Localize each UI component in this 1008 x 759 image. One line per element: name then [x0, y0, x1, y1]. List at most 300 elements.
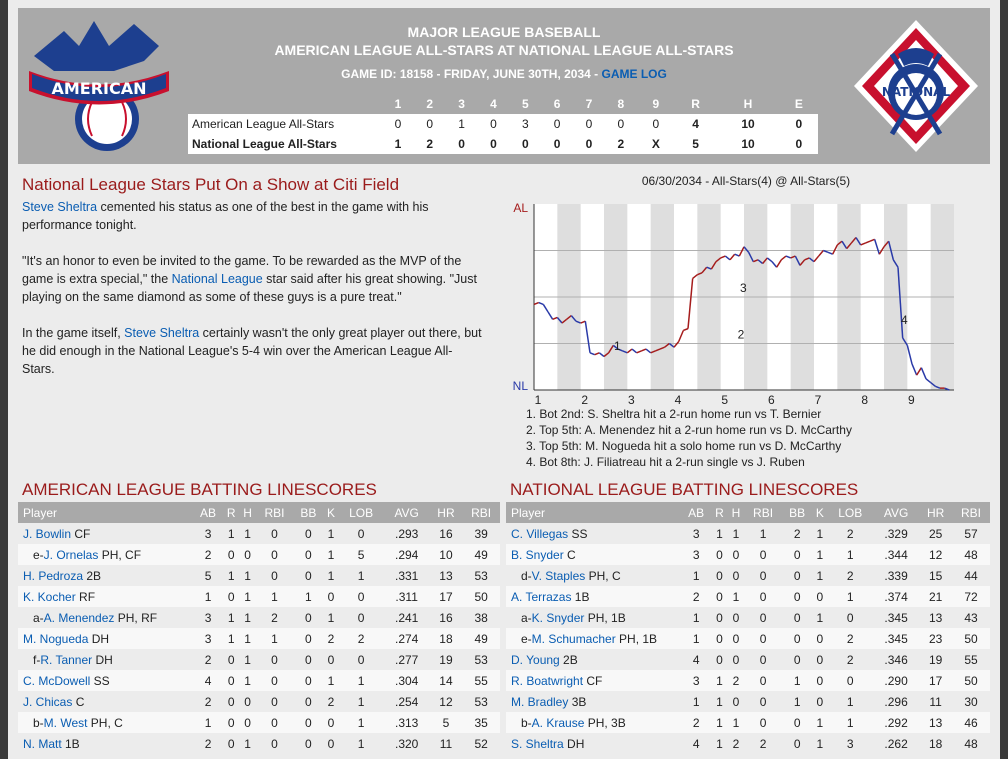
- stat-cell: 1: [692, 568, 700, 583]
- inning-tick-label: 1: [534, 393, 542, 407]
- stat-cell: 2: [732, 736, 740, 751]
- stat-cell: 0: [816, 652, 824, 667]
- stat-cell: 1: [812, 544, 827, 565]
- player-link[interactable]: A. Terrazas: [511, 589, 572, 604]
- player-link-sheltra[interactable]: Steve Sheltra: [124, 326, 200, 340]
- player-cell: [506, 712, 681, 733]
- stat-cell: 0: [305, 526, 312, 541]
- batting-row: [506, 565, 990, 586]
- batting-row: [506, 607, 990, 628]
- batting-header-col[interactable]: Player: [18, 502, 193, 523]
- game-log-link[interactable]: GAME LOG: [601, 67, 667, 81]
- player-position: RF: [75, 589, 96, 604]
- batting-header-col[interactable]: HR: [430, 502, 463, 523]
- player-link[interactable]: C. Villegas: [511, 526, 569, 541]
- stat-cell: 18: [430, 628, 463, 649]
- batting-header-col[interactable]: LOB: [827, 502, 872, 523]
- stat-cell: 0: [759, 694, 767, 709]
- scoring-event: 2. Top 5th: A. Menendez hit a 2-run home run vs D. McCarthy: [526, 423, 852, 437]
- stat-cell: 0: [732, 568, 740, 583]
- batting-row: [18, 649, 500, 670]
- stat-cell: 3: [193, 628, 223, 649]
- matchup-title: AMERICAN LEAGUE ALL-STARS AT NATIONAL LEAGUE ALL-STARS: [274, 42, 734, 58]
- player-link[interactable]: V. Staples: [531, 568, 586, 583]
- stat-cell: 1: [239, 628, 255, 649]
- inning-runs: 0: [541, 134, 573, 154]
- batting-header-col[interactable]: AB: [681, 502, 711, 523]
- batting-header-col[interactable]: R: [711, 502, 727, 523]
- player-link[interactable]: R. Boatwright: [511, 673, 584, 688]
- sub-prefix: e-: [521, 631, 532, 646]
- stat-cell: .339: [884, 568, 908, 583]
- player-cell: [506, 565, 681, 586]
- stat-cell: .311: [384, 586, 430, 607]
- total-hits: 10: [716, 134, 780, 154]
- player-position: PH, 1B: [615, 631, 658, 646]
- batting-row: [18, 544, 500, 565]
- inning-tick-label: 9: [907, 393, 915, 407]
- stat-cell: 15: [928, 568, 943, 583]
- stat-cell: 0: [711, 586, 727, 607]
- event-marker: 2: [737, 327, 745, 342]
- stat-cell: 0: [744, 544, 782, 565]
- story-headline: National League Stars Put On a Show at Citi Field: [22, 175, 400, 194]
- stat-cell: 1: [244, 736, 251, 751]
- stat-cell: 53: [474, 568, 488, 583]
- inning-tick-label: 2: [581, 393, 589, 407]
- stat-cell: 0: [271, 694, 278, 709]
- stat-cell: 0: [759, 568, 767, 583]
- stat-cell: 0: [744, 670, 782, 691]
- player-cell: [506, 586, 681, 607]
- stat-cell: 16: [439, 610, 453, 625]
- batting-header-col[interactable]: K: [323, 502, 338, 523]
- sub-prefix: b-: [33, 715, 44, 730]
- inning-runs: 0: [382, 114, 414, 134]
- linescore-team-name: American League All-Stars: [188, 114, 382, 134]
- story-paragraph-2: [22, 252, 482, 306]
- player-position: CF: [583, 673, 603, 688]
- stat-cell: .262: [884, 736, 908, 751]
- stat-cell: 1: [256, 628, 294, 649]
- player-cell: [506, 544, 681, 565]
- stat-cell: 48: [964, 736, 978, 751]
- stat-cell: 2: [193, 544, 223, 565]
- linescore-header-col: 4: [490, 97, 497, 111]
- batting-header-col[interactable]: K: [812, 502, 827, 523]
- stat-cell: 1: [692, 610, 700, 625]
- stat-cell: .329: [884, 526, 908, 541]
- player-position: PH, 1B: [584, 610, 626, 625]
- player-position: 2B: [559, 652, 578, 667]
- inning-tick-label: 6: [767, 393, 775, 407]
- stat-cell: 0: [744, 712, 782, 733]
- sub-prefix: e-: [33, 547, 44, 562]
- stat-cell: .254: [394, 694, 419, 709]
- stat-cell: 0: [256, 544, 294, 565]
- nl-batting-table: [506, 502, 990, 754]
- inning-runs: 0: [446, 134, 478, 154]
- stat-cell: 1: [327, 610, 335, 625]
- stat-cell: .294: [384, 544, 430, 565]
- stat-cell: 2: [759, 736, 767, 751]
- stat-cell: 0: [293, 670, 323, 691]
- stat-cell: 1: [227, 610, 235, 625]
- batting-header-row: [18, 502, 500, 523]
- stat-cell: 25: [928, 526, 943, 541]
- batting-header-row: [506, 502, 990, 523]
- linescore-header-team: [188, 94, 382, 114]
- player-cell: [18, 649, 193, 670]
- batting-row: [18, 586, 500, 607]
- stat-cell: 4: [692, 652, 700, 667]
- stat-cell: 0: [716, 610, 723, 625]
- batting-header-col[interactable]: AB: [193, 502, 223, 523]
- stat-cell: 0: [223, 712, 239, 733]
- player-link[interactable]: A. Menendez: [43, 610, 115, 625]
- stat-cell: 1: [728, 712, 744, 733]
- player-cell: [506, 523, 681, 544]
- inning-tick-label: 7: [814, 393, 822, 407]
- player-cell: [506, 691, 681, 712]
- inning-runs: 0: [478, 114, 510, 134]
- stat-cell: 1: [816, 568, 824, 583]
- stat-cell: 14: [430, 670, 463, 691]
- player-link[interactable]: D. Young: [511, 652, 560, 667]
- axis-label-al: AL: [513, 201, 528, 215]
- stat-cell: 0: [305, 610, 312, 625]
- stat-cell: 1: [244, 568, 251, 583]
- stat-cell: 1: [227, 526, 235, 541]
- stat-cell: 1: [339, 670, 384, 691]
- stat-cell: 0: [293, 544, 323, 565]
- stat-cell: .290: [873, 670, 919, 691]
- stat-cell: 1: [193, 712, 223, 733]
- linescore-header-col: 5: [521, 97, 529, 111]
- linescore-header-col: R: [691, 97, 700, 111]
- stat-cell: 3: [204, 526, 212, 541]
- stat-cell: 3: [846, 736, 854, 751]
- inning-tick-label: 3: [627, 393, 635, 407]
- al-batting-table: [18, 502, 500, 754]
- event-marker: 1: [614, 338, 621, 353]
- game-info: [18, 67, 990, 81]
- stat-cell: 3: [681, 670, 711, 691]
- player-position: DH: [88, 631, 110, 646]
- stat-cell: 0: [339, 586, 384, 607]
- stat-cell: 12: [439, 694, 453, 709]
- stat-cell: 0: [305, 694, 312, 709]
- stat-cell: 0: [711, 544, 727, 565]
- stat-cell: 1: [711, 712, 727, 733]
- stat-cell: 1: [846, 694, 854, 709]
- stat-cell: 0: [271, 526, 278, 541]
- nl-batting-title: NATIONAL LEAGUE BATTING LINESCORES: [510, 480, 859, 499]
- batting-row: [506, 670, 990, 691]
- linescore-header-col: 7: [585, 97, 593, 111]
- batting-header-col[interactable]: RBI: [744, 502, 782, 523]
- linescore-header-col: 1: [394, 97, 402, 111]
- scoring-event: 3. Top 5th: M. Nogueda hit a solo home run vs D. McCarthy: [526, 439, 842, 453]
- linescore-header-col: 9: [652, 97, 660, 111]
- stat-cell: 0: [327, 736, 335, 751]
- total-runs: 5: [675, 134, 716, 154]
- stat-cell: 1: [716, 526, 723, 541]
- stat-cell: 48: [952, 544, 990, 565]
- linescore-header-row: [188, 94, 818, 114]
- batting-row: [506, 523, 990, 544]
- player-link[interactable]: A. Krause: [531, 715, 585, 730]
- game-story: [22, 176, 482, 396]
- stat-cell: 0: [305, 568, 312, 583]
- batting-header-col[interactable]: Player: [506, 502, 681, 523]
- stat-cell: .293: [394, 526, 419, 541]
- total-errors: 0: [780, 114, 818, 134]
- stat-cell: 0: [793, 652, 801, 667]
- inning-runs: 0: [637, 114, 675, 134]
- stat-cell: .345: [884, 610, 908, 625]
- stat-cell: 0: [357, 610, 365, 625]
- stat-cell: 18: [928, 736, 943, 751]
- player-link[interactable]: J. Bowlin: [23, 526, 72, 541]
- inning-runs: 0: [414, 114, 446, 134]
- stat-cell: 53: [474, 652, 488, 667]
- stat-cell: 1: [293, 586, 323, 607]
- player-cell: [506, 670, 681, 691]
- stat-cell: 1: [239, 670, 255, 691]
- player-link[interactable]: B. Snyder: [511, 547, 564, 562]
- story-text: star said after his great showing. "Just playing on the same diamond as some of these guys is a pure treat.": [22, 272, 477, 304]
- inning-tick-label: 4: [674, 393, 682, 407]
- stat-cell: 0: [716, 568, 723, 583]
- player-position: 1B: [571, 589, 590, 604]
- player-link[interactable]: K. Kocher: [23, 589, 76, 604]
- player-link[interactable]: M. Nogueda: [23, 631, 89, 646]
- player-link[interactable]: M. Schumacher: [531, 631, 616, 646]
- player-link[interactable]: R. Tanner: [40, 652, 93, 667]
- linescore-header-col: 6: [553, 97, 561, 111]
- svg-text:NATIONAL: NATIONAL: [881, 85, 951, 99]
- player-link[interactable]: M. West: [43, 715, 88, 730]
- stat-cell: 30: [964, 694, 978, 709]
- stat-cell: 0: [227, 694, 235, 709]
- stat-cell: 0: [827, 670, 872, 691]
- player-cell: [506, 733, 681, 754]
- stat-cell: 1: [339, 712, 384, 733]
- stat-cell: 3: [681, 544, 711, 565]
- inning-tick-label: 8: [861, 393, 869, 407]
- total-errors: 0: [780, 134, 818, 154]
- inning-tick-label: 5: [721, 393, 729, 407]
- stat-cell: 35: [462, 712, 500, 733]
- player-cell: [18, 712, 193, 733]
- inning-runs: 1: [446, 114, 478, 134]
- stat-cell: 2: [271, 610, 278, 625]
- batting-row: [506, 586, 990, 607]
- stat-cell: 0: [357, 526, 365, 541]
- inning-runs: 0: [573, 134, 605, 154]
- stat-cell: 1: [732, 526, 740, 541]
- batting-row: [18, 712, 500, 733]
- player-cell: [18, 607, 193, 628]
- stat-cell: .344: [873, 544, 919, 565]
- player-link[interactable]: J. Ornelas: [43, 547, 99, 562]
- stat-cell: 13: [928, 610, 943, 625]
- player-position: SS: [90, 673, 110, 688]
- player-link[interactable]: N. Matt: [23, 736, 62, 751]
- stat-cell: 0: [271, 736, 278, 751]
- win-probability-chart: [498, 196, 968, 408]
- stat-cell: 2: [204, 736, 212, 751]
- linescore-header-col: 3: [458, 97, 465, 111]
- game-header: [18, 8, 990, 164]
- stat-cell: 1: [256, 586, 294, 607]
- stat-cell: 1: [759, 526, 767, 541]
- stat-cell: 0: [271, 652, 278, 667]
- linescore-row: [188, 134, 818, 154]
- stat-cell: 0: [812, 628, 827, 649]
- player-position: DH: [92, 652, 113, 667]
- batting-header-col[interactable]: AVG: [873, 502, 919, 523]
- stat-cell: 1: [323, 670, 338, 691]
- stat-cell: 1: [692, 694, 700, 709]
- stat-cell: 1: [323, 544, 338, 565]
- stat-cell: 1: [244, 526, 251, 541]
- stat-cell: 57: [964, 526, 978, 541]
- stat-cell: 55: [462, 670, 500, 691]
- batting-row: [18, 565, 500, 586]
- al-batting-title: AMERICAN LEAGUE BATTING LINESCORES: [22, 480, 377, 499]
- stat-cell: 5: [204, 568, 212, 583]
- inning-runs: 2: [414, 134, 446, 154]
- stat-cell: 44: [964, 568, 978, 583]
- inning-runs: 0: [478, 134, 510, 154]
- inning-runs: X: [637, 134, 675, 154]
- linescore-table: [188, 94, 818, 154]
- stat-cell: .274: [384, 628, 430, 649]
- stat-cell: 1: [357, 568, 365, 583]
- stat-cell: 0: [244, 694, 251, 709]
- batting-header-col[interactable]: RBI: [256, 502, 294, 523]
- stat-cell: 1: [223, 628, 239, 649]
- stat-cell: 43: [964, 610, 978, 625]
- batting-header-col[interactable]: BB: [782, 502, 812, 523]
- player-link[interactable]: J. Chicas: [23, 694, 73, 709]
- player-link[interactable]: K. Snyder: [531, 610, 585, 625]
- stat-cell: 72: [952, 586, 990, 607]
- stat-cell: 0: [716, 652, 723, 667]
- inning-runs: 0: [541, 114, 573, 134]
- batting-header-col[interactable]: H: [239, 502, 255, 523]
- player-position: PH, C: [585, 568, 621, 583]
- batting-header-col[interactable]: BB: [293, 502, 323, 523]
- stat-cell: 46: [952, 712, 990, 733]
- stat-cell: .313: [384, 712, 430, 733]
- player-position: C: [72, 694, 85, 709]
- stat-cell: 5: [339, 544, 384, 565]
- player-cell: [506, 607, 681, 628]
- game-id-date: GAME ID: 18158 - FRIDAY, JUNE 30TH, 2034 -: [341, 67, 599, 81]
- stat-cell: 2: [681, 712, 711, 733]
- stat-cell: 2: [846, 652, 854, 667]
- batting-row: [506, 649, 990, 670]
- player-cell: [18, 544, 193, 565]
- stat-cell: .345: [873, 628, 919, 649]
- linescore-header-col: E: [794, 97, 803, 111]
- stat-cell: 10: [430, 544, 463, 565]
- stat-cell: 17: [919, 670, 952, 691]
- stat-cell: 50: [462, 586, 500, 607]
- player-position: 2B: [83, 568, 102, 583]
- batting-header-col[interactable]: LOB: [339, 502, 384, 523]
- stat-cell: 0: [732, 652, 740, 667]
- batting-header-col[interactable]: RBI: [462, 502, 500, 523]
- stat-cell: 2: [827, 628, 872, 649]
- batting-row: [18, 691, 500, 712]
- stat-cell: 1: [827, 712, 872, 733]
- stat-cell: 1: [239, 586, 255, 607]
- story-text: cemented his status as one of the best in the game with his performance tonight.: [22, 200, 429, 232]
- stat-cell: 0: [323, 712, 338, 733]
- batting-header-col[interactable]: HR: [919, 502, 952, 523]
- stat-cell: .374: [873, 586, 919, 607]
- stat-cell: 1: [244, 610, 251, 625]
- stat-cell: 1: [816, 610, 824, 625]
- stat-cell: .241: [394, 610, 419, 625]
- player-link[interactable]: M. Bradley: [511, 694, 569, 709]
- svg-text:AMERICAN: AMERICAN: [51, 79, 147, 98]
- batting-header-col[interactable]: R: [223, 502, 239, 523]
- stat-cell: .277: [394, 652, 419, 667]
- stat-cell: 2: [728, 670, 744, 691]
- batting-header-col[interactable]: RBI: [952, 502, 990, 523]
- stat-cell: 0: [793, 568, 801, 583]
- stat-cell: 1: [193, 586, 223, 607]
- stat-cell: 39: [474, 526, 488, 541]
- player-link[interactable]: H. Pedroza: [23, 568, 84, 583]
- stat-cell: 21: [919, 586, 952, 607]
- stat-cell: 0: [812, 586, 827, 607]
- player-cell: [18, 586, 193, 607]
- stat-cell: 2: [681, 586, 711, 607]
- player-position: PH, C: [87, 715, 123, 730]
- stat-cell: 1: [711, 670, 727, 691]
- stat-cell: 2: [846, 526, 854, 541]
- batting-header-col[interactable]: H: [728, 502, 744, 523]
- stat-cell: 50: [952, 670, 990, 691]
- stat-cell: 19: [439, 652, 453, 667]
- player-cell: [18, 691, 193, 712]
- linescore-header-col: H: [743, 97, 753, 111]
- stat-cell: 1: [793, 694, 801, 709]
- story-text: certainly wasn't the only great player out there, but he did enough in the National League's 5-4 win over the American League All-Stars.: [22, 326, 482, 376]
- total-hits: 10: [716, 114, 780, 134]
- story-text: In the game itself,: [22, 326, 125, 340]
- stat-cell: 2: [204, 694, 212, 709]
- player-link[interactable]: S. Sheltra: [511, 736, 564, 751]
- stat-cell: 0: [812, 670, 827, 691]
- team-link-national-league[interactable]: National League: [171, 272, 263, 286]
- stat-cell: 17: [430, 586, 463, 607]
- story-paragraph-3: [22, 324, 482, 378]
- player-link-sheltra[interactable]: Steve Sheltra: [22, 200, 98, 214]
- batting-row: [18, 670, 500, 691]
- batting-header-col[interactable]: AVG: [384, 502, 430, 523]
- total-runs: 4: [675, 114, 716, 134]
- player-link[interactable]: C. McDowell: [23, 673, 91, 688]
- inning-runs: 0: [509, 134, 541, 154]
- stat-cell: 1: [357, 694, 365, 709]
